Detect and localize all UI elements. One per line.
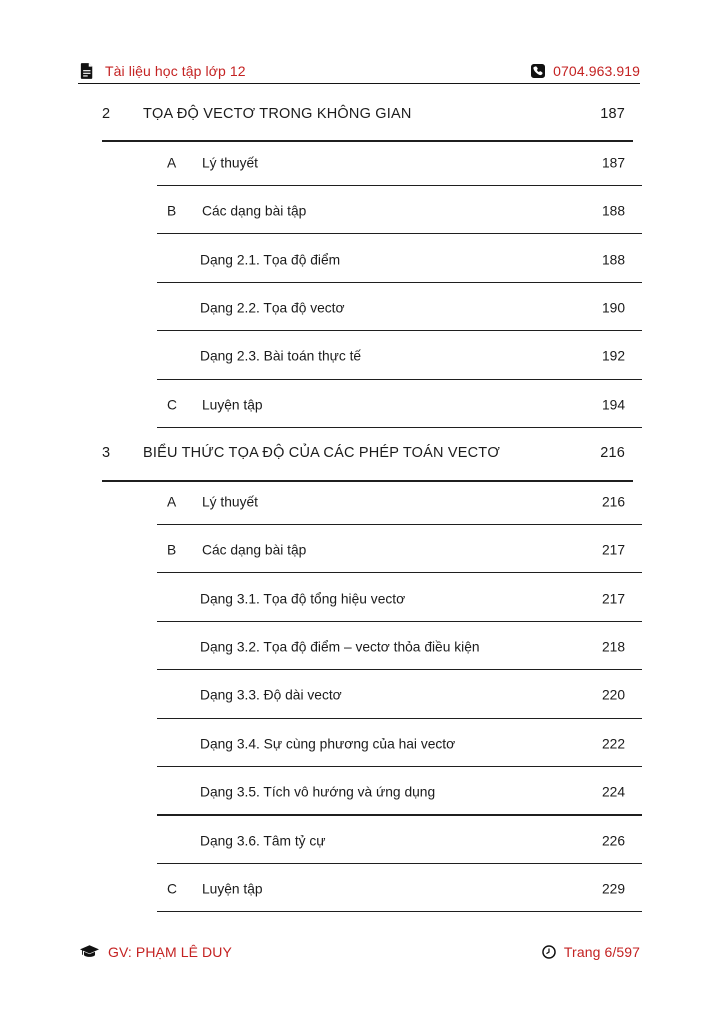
toc-entry-page: 188 — [601, 203, 625, 219]
toc-section-row[interactable] — [0, 429, 725, 477]
toc-entry-label: Các dạng bài tập — [202, 542, 307, 558]
header-right — [531, 63, 640, 79]
document-icon — [80, 63, 94, 79]
toc-entry-row[interactable] — [0, 623, 725, 671]
toc-entry-page: 218 — [601, 639, 625, 655]
toc-entry-row[interactable] — [0, 332, 725, 380]
toc-entry-label: Dạng 3.5. Tích vô hướng và ứng dụng — [200, 784, 436, 800]
separator-line — [157, 524, 642, 525]
toc-entry-row[interactable] — [0, 235, 725, 283]
table-of-contents — [0, 90, 725, 913]
graduation-cap-icon — [80, 945, 99, 959]
page-header — [80, 59, 640, 83]
toc-entry-row[interactable] — [0, 187, 725, 235]
separator-line — [157, 233, 642, 234]
toc-entry-page: 220 — [601, 687, 625, 703]
toc-entry-row[interactable] — [0, 381, 725, 429]
toc-entry-page: 226 — [601, 833, 625, 849]
header-rule — [78, 83, 640, 84]
toc-entry-page: 224 — [601, 784, 625, 800]
toc-entry-page: 217 — [601, 591, 625, 607]
page-footer — [80, 940, 640, 964]
toc-entry-label: Dạng 2.3. Bài toán thực tế — [200, 348, 362, 364]
toc-entry-page: 192 — [601, 348, 625, 364]
separator-line — [157, 863, 642, 864]
separator-line — [157, 718, 642, 719]
toc-entry-row[interactable] — [0, 768, 725, 816]
toc-entry-page: 216 — [600, 445, 625, 462]
toc-entry-row[interactable] — [0, 574, 725, 622]
toc-entry-row[interactable] — [0, 720, 725, 768]
toc-entry-page: 194 — [601, 397, 625, 413]
header-left — [80, 63, 246, 79]
toc-entry-number: A — [167, 494, 177, 510]
toc-entry-page: 216 — [601, 494, 625, 510]
toc-section-row[interactable] — [0, 90, 725, 138]
toc-entry-row[interactable] — [0, 526, 725, 574]
footer-left — [80, 944, 232, 960]
toc-entry-label: Dạng 2.1. Tọa độ điểm — [200, 252, 341, 268]
toc-entry-row[interactable] — [0, 865, 725, 913]
toc-entry-label: Dạng 3.1. Tọa độ tổng hiệu vectơ — [200, 591, 406, 607]
toc-entry-row[interactable] — [0, 284, 725, 332]
toc-entry-row[interactable] — [0, 138, 725, 186]
separator-line — [157, 766, 642, 767]
toc-entry-page: 229 — [601, 881, 625, 897]
separator-line — [157, 427, 642, 428]
toc-entry-label: Lý thuyết — [202, 155, 258, 171]
header-phone: 0704.963.919 — [553, 63, 640, 79]
toc-entry-label: Luyện tập — [202, 881, 263, 897]
toc-entry-row[interactable] — [0, 817, 725, 865]
toc-entry-number: 2 — [102, 106, 111, 123]
toc-entry-number: A — [167, 155, 177, 171]
separator-line — [157, 621, 642, 622]
separator-line — [157, 911, 642, 912]
toc-entry-row[interactable] — [0, 671, 725, 719]
toc-entry-page: 222 — [601, 736, 625, 752]
footer-right — [542, 944, 640, 960]
footer-page-number: Trang 6/597 — [563, 944, 640, 960]
separator-line — [157, 379, 642, 380]
toc-entry-page: 188 — [601, 252, 625, 268]
toc-entry-label: Các dạng bài tập — [202, 203, 307, 219]
toc-entry-label: Dạng 2.2. Tọa độ vectơ — [200, 300, 345, 316]
toc-entry-label: TỌA ĐỘ VECTƠ TRONG KHÔNG GIAN — [143, 106, 412, 123]
toc-entry-number: 3 — [102, 445, 111, 462]
toc-entry-number: C — [167, 881, 177, 897]
toc-entry-number: B — [167, 203, 177, 219]
toc-entry-label: Dạng 3.2. Tọa độ điểm – vectơ thỏa điều kiện — [200, 639, 480, 655]
header-title: Tài liệu học tập lớp 12 — [105, 63, 246, 79]
separator-line — [157, 814, 642, 815]
toc-entry-page: 190 — [601, 300, 625, 316]
toc-entry-label: Dạng 3.3. Độ dài vectơ — [200, 687, 342, 703]
toc-entry-label: BIỂU THỨC TỌA ĐỘ CỦA CÁC PHÉP TOÁN VECTƠ — [143, 445, 500, 462]
toc-entry-number: C — [167, 397, 177, 413]
toc-entry-label: Dạng 3.4. Sự cùng phương của hai vectơ — [200, 736, 456, 752]
toc-entry-page: 187 — [600, 106, 625, 123]
separator-line — [157, 572, 642, 573]
separator-line — [157, 330, 642, 331]
toc-entry-page: 217 — [601, 542, 625, 558]
clock-icon — [542, 945, 556, 959]
toc-entry-row[interactable] — [0, 478, 725, 526]
toc-entry-page: 187 — [601, 155, 625, 171]
footer-teacher: GV: PHẠM LÊ DUY — [108, 944, 232, 960]
separator-line — [157, 185, 642, 186]
toc-entry-number: B — [167, 542, 177, 558]
toc-entry-label: Luyện tập — [202, 397, 263, 413]
toc-entry-label: Dạng 3.6. Tâm tỷ cự — [200, 833, 326, 849]
separator-line — [157, 669, 642, 670]
toc-entry-label: Lý thuyết — [202, 494, 258, 510]
phone-icon — [531, 64, 545, 78]
separator-line — [157, 282, 642, 283]
